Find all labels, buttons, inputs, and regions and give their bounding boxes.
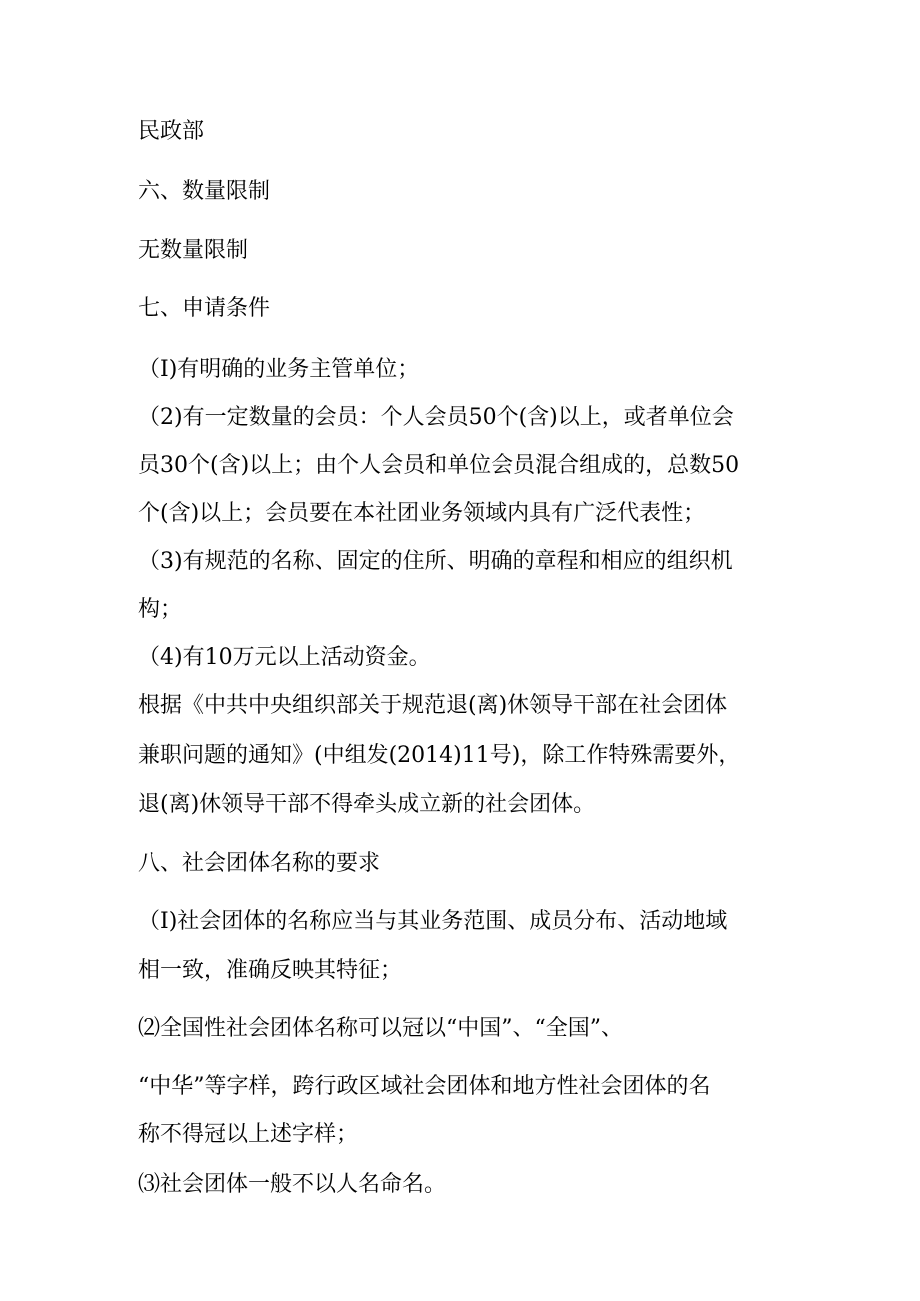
section-heading-quantity: 六、数量限制 xyxy=(138,179,271,204)
condition-item-4: （4)有10万元以上活动资金。 xyxy=(138,645,431,670)
condition-item-1: （I)有明确的业务主管单位； xyxy=(138,357,420,382)
condition-item-2-line-2: 员30个(含)以上；由个人会员和单位会员混合组成的，总数50 xyxy=(138,453,740,478)
text-line-3: 无数量限制 xyxy=(138,238,249,263)
name-requirement-1-line-1: （I)社会团体的名称应当与其业务范围、成员分布、活动地域 xyxy=(138,909,728,934)
condition-item-2-line-1: （2)有一定数量的会员：个人会员50个(含)以上，或者单位会 xyxy=(138,405,734,430)
name-requirement-2-line-2: “中华”等字样，跨行政区域社会团体和地方性社会团体的名 xyxy=(138,1074,711,1099)
section-heading-conditions: 七、申请条件 xyxy=(138,296,271,321)
notice-paragraph-line-2: 兼职问题的通知》(中组发(2014)11号)，除工作特殊需要外， xyxy=(138,743,741,768)
name-requirement-2-line-3: 称不得冠以上述字样； xyxy=(138,1122,359,1147)
name-requirement-1-line-2: 相一致，准确反映其特征； xyxy=(138,958,403,983)
condition-item-3-line-2: 构； xyxy=(138,597,183,622)
name-requirement-2-line-1: ⑵全国性社会团体名称可以冠以“中国”、“全国”、 xyxy=(138,1016,623,1041)
text-line-1: 民政部 xyxy=(138,119,205,144)
notice-paragraph-line-1: 根据《中共中央组织部关于规范退(离)休领导干部在社会团体 xyxy=(138,693,728,718)
condition-item-3-line-1: （3)有规范的名称、固定的住所、明确的章程和相应的组织机 xyxy=(138,549,733,574)
notice-paragraph-line-3: 退(离)休领导干部不得牵头成立新的社会团体。 xyxy=(138,792,596,817)
section-heading-name-requirements: 八、社会团体名称的要求 xyxy=(138,851,381,876)
condition-item-2-line-3: 个(含)以上；会员要在本社团业务领域内具有广泛代表性； xyxy=(138,501,706,526)
name-requirement-3: ⑶社会团体一般不以人名命名。 xyxy=(138,1172,447,1197)
